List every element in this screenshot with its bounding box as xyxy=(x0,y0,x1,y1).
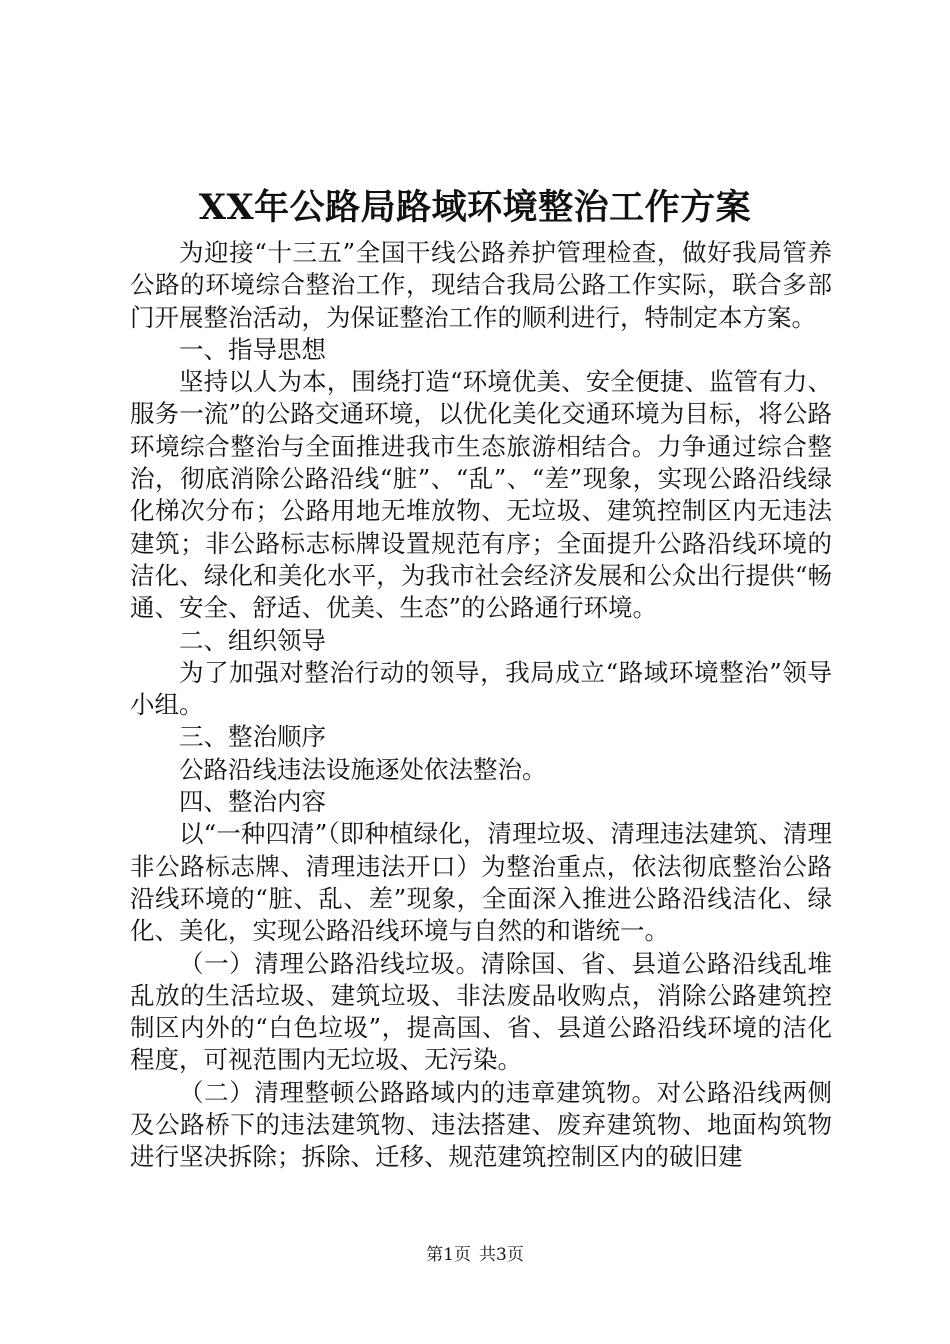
body-paragraph: 以“一种四清”（即种植绿化，清理垃圾、清理违法建筑、清理非公路标志牌、清理违法开口）为整治重点，依法彻底整治公路沿线环境的“脏、乱、差”现象，全面深入推进公路沿线洁化、绿化、美化，实现公路沿线环境与自然的和谐统一。 xyxy=(130,819,832,946)
subsection-paragraph: （二）清理整顿公路路域内的违章建筑物。对公路沿线两侧及公路桥下的违法建筑物、违法搭建、废弃建筑物、地面构筑物进行坚决拆除；拆除、迁移、规范建筑控制区内的破旧建 xyxy=(130,1077,832,1172)
document-body xyxy=(130,237,832,1174)
document-title: XX年公路局路域环境整治工作方案 xyxy=(198,187,752,228)
body-paragraph: 公路沿线违法设施逐处依法整治。 xyxy=(179,754,547,784)
page-total: 共3页 xyxy=(479,1245,524,1265)
section-heading: 二、组织领导 xyxy=(179,625,326,655)
body-paragraph: 为了加强对整治行动的领导，我局成立“路域环境整治”领导小组。 xyxy=(130,657,832,720)
section-heading: 一、指导思想 xyxy=(179,334,326,364)
intro-paragraph: 为迎接“十三五”全国干线公路养护管理检查，做好我局管养公路的环境综合整治工作，现结合我局公路工作实际，联合多部门开展整治活动，为保证整治工作的顺利进行，特制定本方案。 xyxy=(130,238,832,332)
page-number: 第1页 xyxy=(426,1245,471,1265)
subsection-paragraph: （一）清理公路沿线垃圾。清除国、省、县道公路沿线乱堆乱放的生活垃圾、建筑垃圾、非法废品收购点，消除公路建筑控制区内外的“白色垃圾”，提高国、省、县道公路沿线环境的洁化程度，可视范围内无垃圾、无污染。 xyxy=(130,948,832,1075)
page-footer xyxy=(0,1244,950,1266)
section-heading: 四、整治内容 xyxy=(179,787,326,817)
body-paragraph: 坚持以人为本，围绕打造“环境优美、安全便捷、监管有力、服务一流”的公路交通环境，以优化美化交通环境为目标，将公路环境综合整治与全面推进我市生态旅游相结合。力争通过综合整治，彻底消除公路沿线“脏”、“乱”、“差”现象，实现公路沿线绿化梯次分布；公路用地无堆放物、无垃圾、建筑控制区内无违法建筑；非公路标志标牌设置规范有序；全面提升公路沿线环境的洁化、绿化和美化水平，为我市社会经济发展和公众出行提供“畅通、安全、舒适、优美、生态”的公路通行环境。 xyxy=(130,367,832,623)
section-heading: 三、整治顺序 xyxy=(179,722,326,752)
